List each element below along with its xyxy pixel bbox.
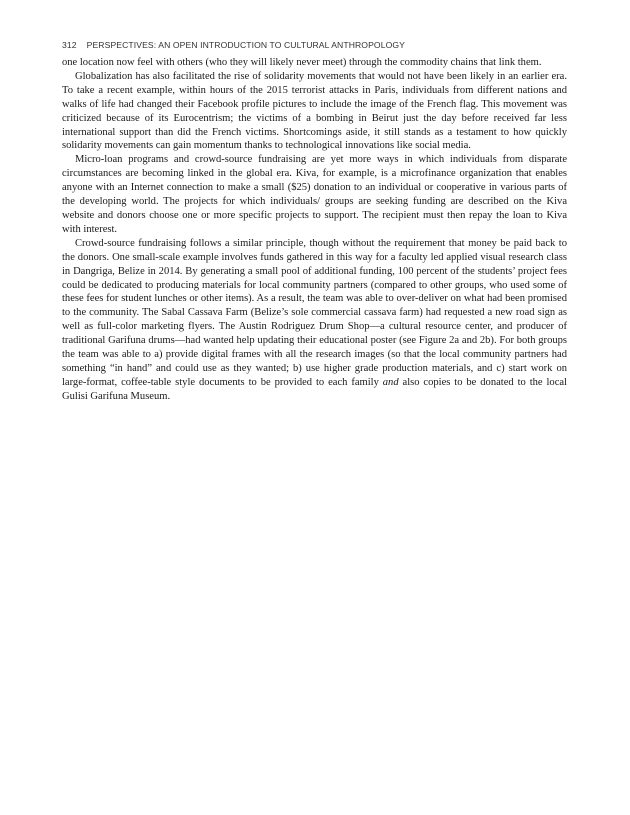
emphasized-word: and <box>382 376 399 388</box>
page-number: 312 <box>62 40 77 50</box>
paragraph-crowd-source-fundraising <box>62 237 567 404</box>
paragraph-text-after-emphasis: also copies to be donated to the local Gulisi Garifuna Museum. <box>62 376 567 402</box>
running-title: PERSPECTIVES: AN OPEN INTRODUCTION TO CULTURAL ANTHROPOLOGY <box>86 40 405 50</box>
paragraph-continuation: one location now feel with others (who they will likely never meet) through the commodity chains that link them. <box>62 57 542 68</box>
paragraph-micro-loans: Micro-loan programs and crowd-source fundraising are yet more ways in which individuals from disparate circumstances are becoming linked in the global era. Kiva, for example, is a microfinance organization that enables anyone with an Internet connection to make a small ($25) donation to an individual or cooperative in various parts of the developing world. The projects for which individuals/ groups are seeking funding are described on the Kiva website and donors choose one or more specific projects to support. The recipient must then repay the loan to Kiva with interest. <box>62 154 567 235</box>
paragraph-text-before-emphasis: Crowd-source fundraising follows a similar principle, though without the requirement that money be paid back to the donors. One small-scale example involves funds gathered in this way for a faculty led applied visual research class in Dangriga, Belize in 2014. By generating a small pool of additional funding, 100 percent of the students’ project fees could be dedicated to producing materials for local community partners (compared to other groups, who used some of these fees for student lunches or other items). As a result, the team was able to over-deliver on what had been promised to the community. The Sabal Cassava Farm (Belize’s sole commercial cassava farm) had requested a new road sign as well as full-color marketing flyers. The Austin Rodriguez Drum Shop—a cultural resource center, and producer of traditional Garifuna drums—had wanted help updating their educational poster (see Figure 2a and 2b). For both groups the team was able to a) provide digital frames with all the research images (so that the local community partners had something “in hand” and could use as they wanted; b) use higher grade production materials, and c) start work on large-format, coffee-table style documents to be provided to each family <box>62 237 567 388</box>
running-header <box>62 40 582 50</box>
paragraph-solidarity-movements: Globalization has also facilitated the rise of solidarity movements that would not have been likely in an earlier era. To take a recent example, within hours of the 2015 terrorist attacks in Paris, individuals from different nations and walks of life had changed their Facebook profile pictures to include the image of the French flag. This movement was criticized because of its Eurocentrism; the victims of a bombing in Beirut just the day before received far less international support than did the French victims. Shortcomings aside, it still stands as a testament to how quickly solidarity movements can gain momentum thanks to technological innovations like social media. <box>62 70 567 152</box>
body-text <box>62 56 567 404</box>
